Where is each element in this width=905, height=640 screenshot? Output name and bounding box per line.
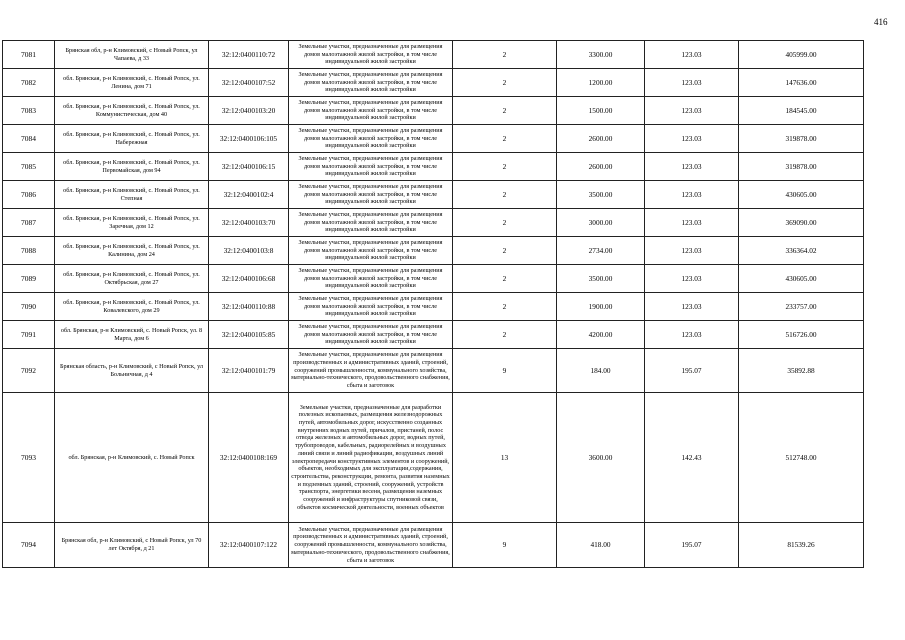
cell-rate: 123.03 (645, 153, 739, 181)
table-row (3, 393, 864, 523)
cell-area: 1900.00 (557, 293, 645, 321)
cell-id: 7094 (3, 523, 55, 568)
page-number: 416 (874, 17, 888, 27)
cell-cadastral: 32:12:0400108:169 (209, 393, 289, 523)
cell-rate: 123.03 (645, 69, 739, 97)
cell-rate: 195.07 (645, 349, 739, 393)
cell-address: обл. Брянская, р-н Климовский, с. Новый Ропск, ул. Набережная (55, 125, 209, 153)
cell-use: Земельные участки, предназначенные для размещения домов малоэтажной жилой застройки, в том числе индивидуальной жилой застройки (289, 209, 453, 237)
cell-code: 2 (453, 153, 557, 181)
cell-rate: 142.43 (645, 393, 739, 523)
cell-address: обл. Брянская, р-н Климовский, с. Новый Ропск, ул. Октябрьская, дом 27 (55, 265, 209, 293)
cell-id: 7088 (3, 237, 55, 265)
cell-value: 430605.00 (739, 181, 864, 209)
cell-rate: 123.03 (645, 293, 739, 321)
table-row (3, 125, 864, 153)
table-row (3, 293, 864, 321)
cell-id: 7086 (3, 181, 55, 209)
cell-address: Брянская обл, р-н Климовский, с Новый Ропск, ул Чапаева, д 33 (55, 41, 209, 69)
cell-value: 405999.00 (739, 41, 864, 69)
cell-id: 7090 (3, 293, 55, 321)
cell-cadastral: 32:12:0400106:68 (209, 265, 289, 293)
cell-code: 2 (453, 181, 557, 209)
cell-code: 13 (453, 393, 557, 523)
cell-value: 319878.00 (739, 153, 864, 181)
cell-code: 2 (453, 41, 557, 69)
cell-rate: 123.03 (645, 321, 739, 349)
cell-id: 7081 (3, 41, 55, 69)
cell-area: 3500.00 (557, 265, 645, 293)
cell-id: 7089 (3, 265, 55, 293)
cell-area: 3300.00 (557, 41, 645, 69)
cell-area: 4200.00 (557, 321, 645, 349)
cell-value: 35892.88 (739, 349, 864, 393)
cell-use: Земельные участки, предназначенные для размещения домов малоэтажной жилой застройки, в том числе индивидуальной жилой застройки (289, 125, 453, 153)
table-row (3, 349, 864, 393)
cell-address: обл. Брянская, р-н Климовский, с. Новый Ропск, ул. Заречная, дом 12 (55, 209, 209, 237)
cell-id: 7082 (3, 69, 55, 97)
cell-rate: 123.03 (645, 265, 739, 293)
cell-code: 2 (453, 237, 557, 265)
table-row (3, 523, 864, 568)
cell-code: 2 (453, 97, 557, 125)
cell-address: обл. Брянская, р-н Климовский, с. Новый Ропск, ул. Степная (55, 181, 209, 209)
cell-id: 7083 (3, 97, 55, 125)
cell-cadastral: 32:12:0400107:122 (209, 523, 289, 568)
cell-code: 2 (453, 321, 557, 349)
table-row (3, 181, 864, 209)
cell-use: Земельные участки, предназначенные для размещения домов малоэтажной жилой застройки, в том числе индивидуальной жилой застройки (289, 97, 453, 125)
cell-rate: 123.03 (645, 237, 739, 265)
cell-cadastral: 32:12:0400106:15 (209, 153, 289, 181)
cell-cadastral: 32:12:0400110:88 (209, 293, 289, 321)
cell-code: 2 (453, 293, 557, 321)
cell-value: 336364.02 (739, 237, 864, 265)
cell-cadastral: 32:12:0400102:4 (209, 181, 289, 209)
cell-code: 2 (453, 69, 557, 97)
cell-value: 369090.00 (739, 209, 864, 237)
cell-use: Земельные участки, предназначенные для размещения домов малоэтажной жилой застройки, в том числе индивидуальной жилой застройки (289, 265, 453, 293)
cell-address: обл. Брянская, р-н Климовский, с. Новый Ропск, ул. Коммунистическая, дом 40 (55, 97, 209, 125)
cell-use: Земельные участки, предназначенные для размещения домов малоэтажной жилой застройки, в том числе индивидуальной жилой застройки (289, 181, 453, 209)
table-row (3, 153, 864, 181)
cell-cadastral: 32:12:0400107:52 (209, 69, 289, 97)
cell-id: 7087 (3, 209, 55, 237)
table-row (3, 97, 864, 125)
cell-address: Брянская область, р-н Климовский, с Новый Ропск, ул Больничная, д 4 (55, 349, 209, 393)
cell-use: Земельные участки, предназначенные для размещения производственных и административных зданий, строений, сооружений промышленности, коммунального хозяйства, материально-технического, продовольственного снабжения, сбыта и заготовок (289, 523, 453, 568)
cell-code: 2 (453, 209, 557, 237)
cell-id: 7091 (3, 321, 55, 349)
cell-value: 512748.00 (739, 393, 864, 523)
cell-code: 9 (453, 349, 557, 393)
cell-address: обл. Брянская, р-н Климовский, с. Новый Ропск, ул. Ковалевского, дом 29 (55, 293, 209, 321)
cell-rate: 123.03 (645, 209, 739, 237)
cell-cadastral: 32:12:0400105:85 (209, 321, 289, 349)
cell-cadastral: 32:12:0400103:20 (209, 97, 289, 125)
cell-rate: 123.03 (645, 41, 739, 69)
land-registry-table (2, 40, 864, 568)
cell-code: 2 (453, 125, 557, 153)
cell-address: обл. Брянская, р-н Климовский, с. Новый Ропск, ул. 8 Марта, дом 6 (55, 321, 209, 349)
cell-code: 2 (453, 265, 557, 293)
cell-use: Земельные участки, предназначенные для размещения домов малоэтажной жилой застройки, в том числе индивидуальной жилой застройки (289, 293, 453, 321)
table-row (3, 265, 864, 293)
cell-area: 3500.00 (557, 181, 645, 209)
cell-cadastral: 32:12:0400106:105 (209, 125, 289, 153)
cell-area: 2734.00 (557, 237, 645, 265)
cell-area: 1500.00 (557, 97, 645, 125)
table-row (3, 237, 864, 265)
cell-value: 319878.00 (739, 125, 864, 153)
cell-cadastral: 32:12:0400110:72 (209, 41, 289, 69)
cell-value: 233757.00 (739, 293, 864, 321)
cell-value: 184545.00 (739, 97, 864, 125)
cell-id: 7085 (3, 153, 55, 181)
cell-use: Земельные участки, предназначенные для разработки полезных ископаемых, размещения железнодорожных путей, автомобильных дорог, искусственно созданных внутренних водных путей, причалов, пристаней, полос отвода железных и автомобильных дорог, водных путей, трубопроводов, кабельных, радиорелейных и воздушных линий связи и линий радиофикации, воздушных линий электропередачи конструктивных элементов и сооружений, объектов, необходимых для эксплуатации,содержания, строительства, реконструкции, ремонта, развития наземных и подземных зданий, строений, сооружений, устройств транспорта, энергетики весеня, размещения наземных сооружений и инфраструктуры спутниковой связи, объектов космической деятельности, военных объектов (289, 393, 453, 523)
cell-code: 9 (453, 523, 557, 568)
cell-address: обл. Брянская, р-н Климовский, с. Новый Ропск, ул. Калинина, дом 24 (55, 237, 209, 265)
cell-rate: 123.03 (645, 97, 739, 125)
cell-area: 2600.00 (557, 153, 645, 181)
cell-address: обл. Брянская, р-н Климовский, с. Новый Ропск, ул. Ленина, дом 71 (55, 69, 209, 97)
cell-id: 7092 (3, 349, 55, 393)
cell-cadastral: 32:12:0400103:70 (209, 209, 289, 237)
cell-rate: 195.07 (645, 523, 739, 568)
cell-value: 147636.00 (739, 69, 864, 97)
cell-use: Земельные участки, предназначенные для размещения производственных и административных зданий, строений, сооружений промышленности, коммунального хозяйства, материально-технического, продовольственного снабжения, сбыта и заготовок (289, 349, 453, 393)
cell-area: 1200.00 (557, 69, 645, 97)
cell-rate: 123.03 (645, 181, 739, 209)
cell-use: Земельные участки, предназначенные для размещения домов малоэтажной жилой застройки, в том числе индивидуальной жилой застройки (289, 237, 453, 265)
cell-address: обл. Брянская, р-н Климовский, с. Новый Ропск (55, 393, 209, 523)
cell-use: Земельные участки, предназначенные для размещения домов малоэтажной жилой застройки, в том числе индивидуальной жилой застройки (289, 69, 453, 97)
cell-area: 418.00 (557, 523, 645, 568)
cell-area: 184.00 (557, 349, 645, 393)
cell-use: Земельные участки, предназначенные для размещения домов малоэтажной жилой застройки, в том числе индивидуальной жилой застройки (289, 41, 453, 69)
cell-cadastral: 32:12:0400101:79 (209, 349, 289, 393)
cell-use: Земельные участки, предназначенные для размещения домов малоэтажной жилой застройки, в том числе индивидуальной жилой застройки (289, 153, 453, 181)
table-row (3, 69, 864, 97)
table-row (3, 321, 864, 349)
table-row (3, 209, 864, 237)
cell-value: 430605.00 (739, 265, 864, 293)
cell-address: Брянская обл, р-н Климовский, с Новый Ропск, ул 70 лет Октября, д 21 (55, 523, 209, 568)
cell-address: обл. Брянская, р-н Климовский, с. Новый Ропск, ул. Первомайская, дом 94 (55, 153, 209, 181)
cell-cadastral: 32:12:0400103:8 (209, 237, 289, 265)
cell-id: 7093 (3, 393, 55, 523)
cell-area: 2600.00 (557, 125, 645, 153)
cell-area: 3000.00 (557, 209, 645, 237)
cell-use: Земельные участки, предназначенные для размещения домов малоэтажной жилой застройки, в том числе индивидуальной жилой застройки (289, 321, 453, 349)
cell-id: 7084 (3, 125, 55, 153)
cell-area: 3600.00 (557, 393, 645, 523)
cell-value: 81539.26 (739, 523, 864, 568)
cell-rate: 123.03 (645, 125, 739, 153)
table-row (3, 41, 864, 69)
cell-value: 516726.00 (739, 321, 864, 349)
